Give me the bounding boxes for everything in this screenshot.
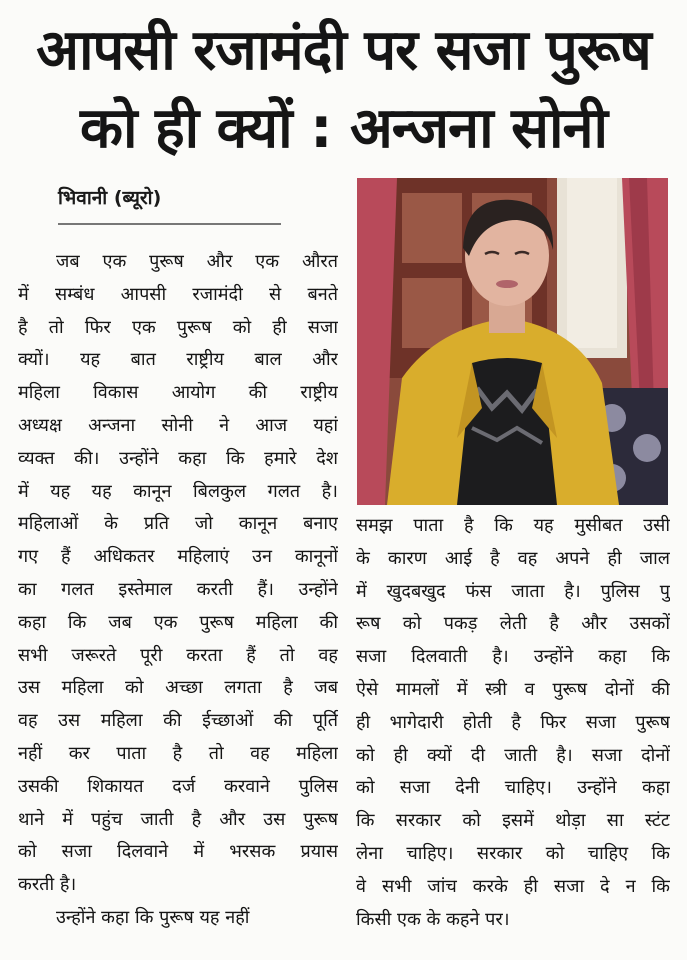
text-line: को सजा देनी चाहिए। उन्होंने कहा <box>356 777 670 799</box>
text-line: अध्यक्ष अन्जना सोनी ने आज यहां <box>18 414 338 436</box>
text-line: सजा दिलवाती है। उन्होंने कहा कि <box>356 646 670 668</box>
text-line: को ही क्यों दी जाती है। सजा दोनों <box>356 744 670 766</box>
text-line: के कारण आई है वह अपने ही जाल <box>356 547 670 569</box>
text-line: महिलाओं के प्रति जो कानून बनाए <box>18 513 338 535</box>
text-line: क्यों। यह बात राष्ट्रीय बाल और <box>18 349 338 371</box>
text-line: उस महिला को अच्छा लगता है जब <box>18 677 338 699</box>
text-line: लेना चाहिए। सरकार को चाहिए कि <box>356 842 670 864</box>
text-line: समझ पाता है कि यह मुसीबत उसी <box>356 515 670 536</box>
text-line: उसकी शिकायत दर्ज करवाने पुलिस <box>18 775 338 797</box>
text-line: ही भागेदारी होती है फिर सजा पुरूष <box>356 711 670 733</box>
text-line: कि सरकार को इसमें थोड़ा सा स्टंट <box>356 810 670 832</box>
text-line: कहा कि जब एक पुरूष महिला की <box>18 611 338 633</box>
article-column-right <box>356 510 670 936</box>
text-line: का गलत इस्तेमाल करती हैं। उन्होंने <box>18 578 338 600</box>
text-line: व्यक्त की। उन्होंने कहा कि हमारे देश <box>18 447 338 469</box>
text-line: उन्होंने कहा कि पुरूष यह नहीं <box>56 906 250 928</box>
text-line: में खुदबखुद फंस जाता है। पुलिस पु <box>356 580 670 602</box>
article-column-left <box>18 246 338 935</box>
article-photo <box>357 178 668 505</box>
headline-line-2: को ही क्यों : अन्जना सोनी <box>79 96 608 161</box>
text-line: में सम्बंध आपसी रजामंदी से बनते <box>18 283 338 305</box>
text-line: को सजा दिलवाने में भरसक प्रयास <box>18 841 338 863</box>
text-line: किसी एक के कहने पर। <box>356 908 510 930</box>
text-line: महिला विकास आयोग की राष्ट्रीय <box>18 382 338 404</box>
text-line: थाने में पहुंच जाती है और उस पुरूष <box>18 808 338 830</box>
text-line: रूष को पकड़ लेती है और उसकों <box>356 613 670 635</box>
text-line: नहीं कर पाता है तो वह महिला <box>18 742 338 764</box>
text-line: ऐसे मामलों में स्त्री व पुरूष दोनों की <box>356 678 670 700</box>
text-line: में यह यह कानून बिलकुल गलत है। <box>18 480 338 502</box>
text-line: जब एक पुरूष और एक औरत <box>56 251 338 272</box>
text-line: वे सभी जांच करके ही सजा दे न कि <box>356 875 670 897</box>
dateline: भिवानी (ब्यूरो) <box>58 187 162 209</box>
text-line: करती है। <box>18 874 77 896</box>
text-line: है तो फिर एक पुरूष को ही सजा <box>18 316 338 338</box>
headline-line-1: आपसी रजामंदी पर सजा पुरूष <box>36 18 651 83</box>
text-line: गए हैं अधिकतर महिलाएं उन कानूनों <box>18 546 338 568</box>
text-line: सभी जरूरते पूरी करता हैं तो वह <box>18 644 338 666</box>
dateline-rule <box>58 223 281 225</box>
portrait-illustration <box>357 178 668 505</box>
text-line: वह उस महिला की ईच्छाओं की पूर्ति <box>18 710 338 732</box>
